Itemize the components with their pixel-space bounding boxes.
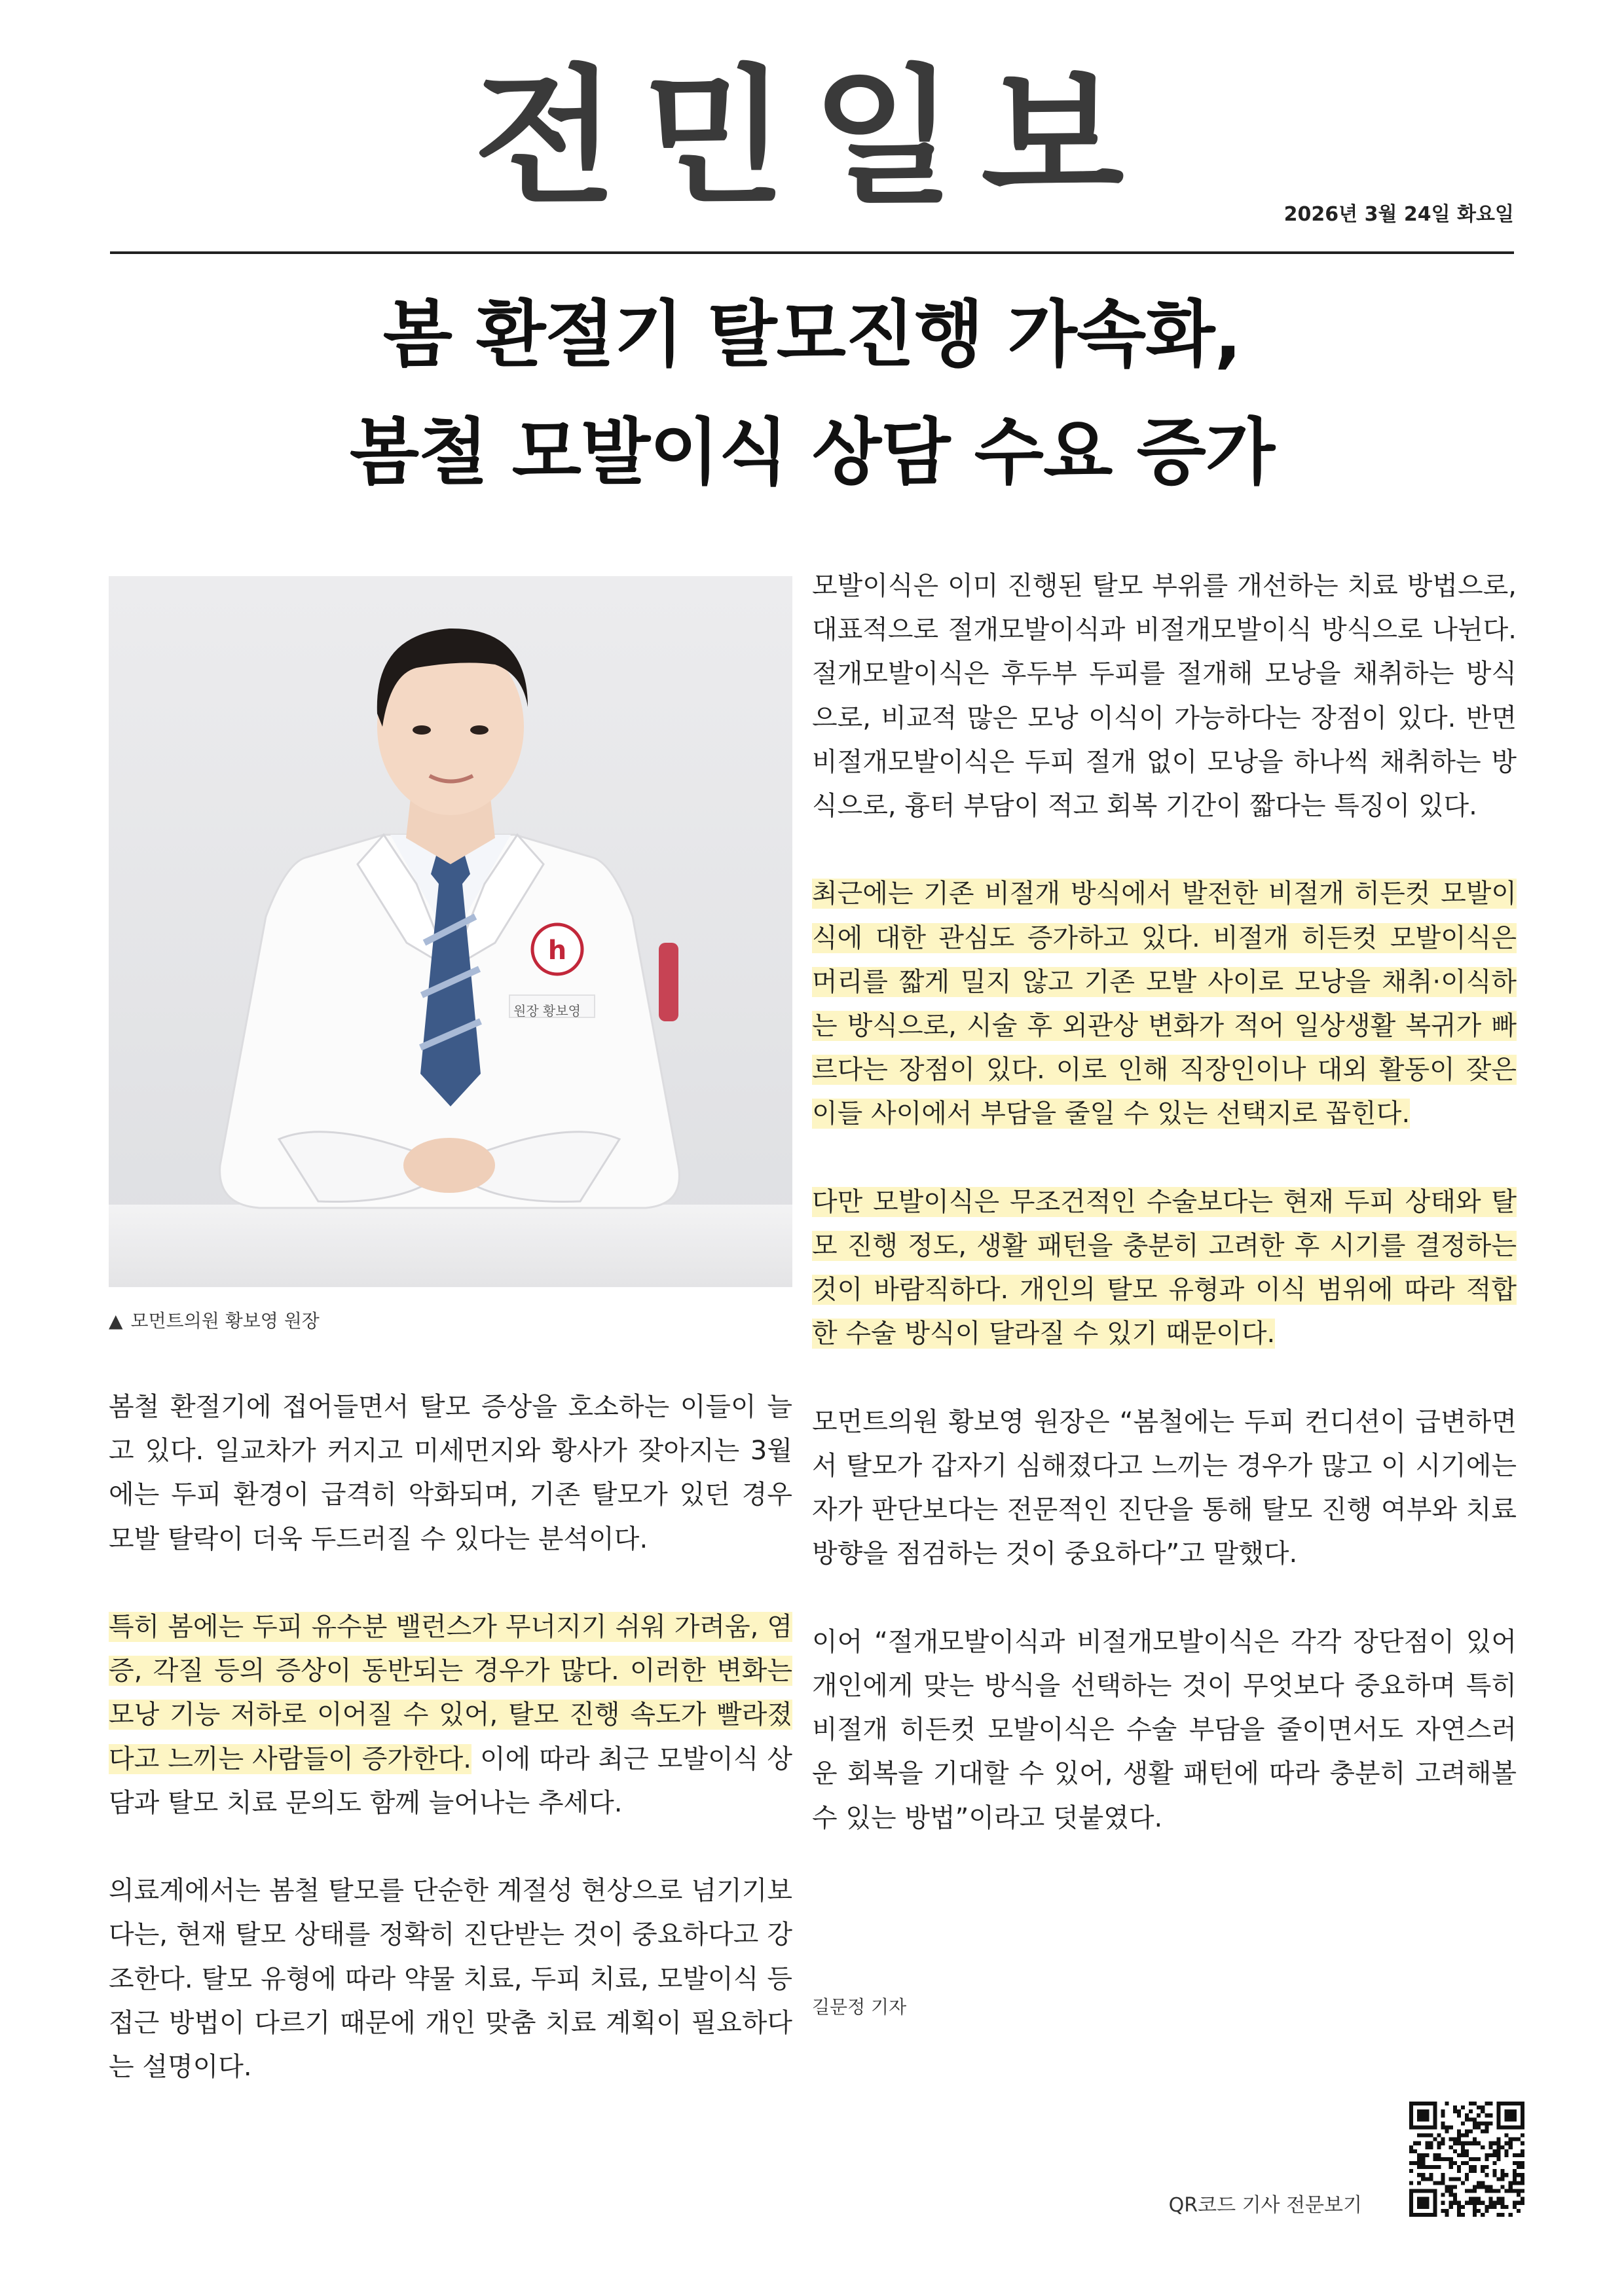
article-paragraph	[812, 564, 1517, 828]
article-paragraph	[109, 1869, 792, 2089]
newspaper-masthead: 전민일보	[473, 52, 1151, 224]
paragraph-text: 봄철 환절기에 접어들면서 탈모 증상을 호소하는 이들이 늘고 있다. 일교차가 커지고 미세먼지와 황사가 잦아지는 3월에는 두피 환경이 급격히 악화되며, 기존 탈모가 있던 경우 모발 탈락이 더욱 두드러질 수 있다는 분석이다.	[109, 1392, 792, 1554]
article-right-column	[812, 564, 1517, 1884]
photo-caption-text: 모먼트의원 황보영 원장	[130, 1310, 320, 1332]
article-paragraph	[109, 1605, 792, 1825]
paragraph-text: 모발이식은 이미 진행된 탈모 부위를 개선하는 치료 방법으로, 대표적으로 절개모발이식과 비절개모발이식 방식으로 나뉜다. 절개모발이식은 후두부 두피를 절개해 모낭을 채취하는 방식으로, 비교적 많은 모낭 이식이 가능하다는 장점이 있다. 반면 비절개모발이식은 두피 절개 없이 모낭을 하나씩 채취하는 방식으로, 흉터 부담이 적고 회복 기간이 짧다는 특징이 있다.	[812, 571, 1517, 822]
photo-caption	[109, 1307, 320, 1333]
article-paragraph	[812, 1620, 1517, 1840]
doctor-photo	[109, 576, 792, 1287]
header-divider	[110, 251, 1514, 254]
paragraph-text: 모먼트의원 황보영 원장은 “봄철에는 두피 컨디션이 급변하면서 탈모가 갑자기 심해졌다고 느끼는 경우가 많고 이 시기에는 자가 판단보다는 전문적인 진단을 통해 탈모 진행 여부와 치료 방향을 점검하는 것이 중요하다”고 말했다.	[812, 1406, 1517, 1569]
article-paragraph	[109, 1385, 792, 1561]
qr-code-icon[interactable]	[1409, 2102, 1524, 2217]
highlighted-text: 특히 봄에는 두피 유수분 밸런스가 무너지기 쉬워 가려움, 염증, 각질 등의 증상이 동반되는 경우가 많다. 이러한 변화는 모낭 기능 저하로 이어질 수 있어, 탈모 진행 속도가 빨라졌다고 느끼는 사람들이 증가한다.	[109, 1612, 792, 1774]
reporter-byline: 길문정 기자	[812, 1996, 907, 2018]
publication-date: 2026년 3월 24일 화요일	[1283, 203, 1514, 226]
headline-line-2: 봄철 모발이식 상담 수요 증가	[349, 410, 1275, 494]
article-paragraph	[812, 1180, 1517, 1357]
svg-text:h: h	[547, 936, 567, 966]
doctor-portrait-illustration	[109, 576, 792, 1287]
highlighted-text: 최근에는 기존 비절개 방식에서 발전한 비절개 히든컷 모발이식에 대한 관심도 증가하고 있다. 비절개 히든컷 모발이식은 머리를 짧게 밀지 않고 기존 모발 사이로 모낭을 채취·이식하는 방식으로, 시술 후 외관상 변화가 적어 일상생활 복귀가 빠르다는 장점이 있다. 이로 인해 직장인이나 대외 활동이 잦은 이들 사이에서 부담을 줄일 수 있는 선택지로 꼽힌다.	[812, 879, 1517, 1129]
paragraph-text: 의료계에서는 봄철 탈모를 단순한 계절성 현상으로 넘기기보다는, 현재 탈모 상태를 정확히 진단받는 것이 중요하다고 강조한다. 탈모 유형에 따라 약물 치료, 두피 치료, 모발이식 등 접근 방법이 다르기 때문에 개인 맞춤 치료 계획이 필요하다는 설명이다.	[109, 1876, 792, 2083]
paragraph-text: 이에 따라 최근 모발이식 상담과 탈모 치료 문의도 함께 늘어나는 추세다.	[109, 1743, 792, 1818]
headline-line-1: 봄 환절기 탈모진행 가속화,	[382, 293, 1242, 376]
article-paragraph	[812, 872, 1517, 1136]
article-paragraph	[812, 1400, 1517, 1576]
qr-code-label: QR코드 기사 전문보기	[1168, 2194, 1362, 2217]
article-left-column	[109, 1385, 792, 2133]
coat-name-badge: 원장 황보영	[513, 1003, 581, 1019]
triangle-icon: ▲	[109, 1310, 123, 1332]
paragraph-text: 이어 “절개모발이식과 비절개모발이식은 각각 장단점이 있어 개인에게 맞는 방식을 선택하는 것이 무엇보다 중요하며 특히 비절개 히든컷 모발이식은 수술 부담을 줄이면서도 자연스러운 회복을 기대할 수 있어, 생활 패턴에 따라 충분히 고려해볼 수 있는 방법”이라고 덧붙였다.	[812, 1626, 1517, 1833]
highlighted-text: 다만 모발이식은 무조건적인 수술보다는 현재 두피 상태와 탈모 진행 정도, 생활 패턴을 충분히 고려한 후 시기를 결정하는 것이 바람직하다. 개인의 탈모 유형과 이식 범위에 따라 적합한 수술 방식이 달라질 수 있기 때문이다.	[812, 1186, 1517, 1349]
